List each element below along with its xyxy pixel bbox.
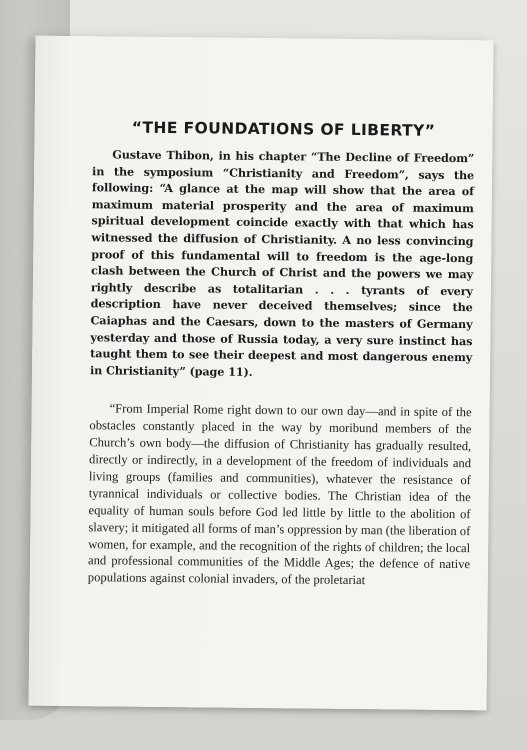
booklet-page bbox=[29, 36, 494, 711]
body-paragraph-quote: Gustave Thibon, in his chapter “The Decline of Freedom” in the symposium “Christianity and Freedom”, says the following: “A glance at the map will show that the area of maximum material prosperity and the area of maximum spiritual development coincide exactly with that which has witnessed the diffusion of Christianity. A no less convincing proof of this fundamental will to freedom is the age-long clash between the Church of Christ and the powers we may rightly describe as totalitarian . . . tyrants of every description have never deceived themselves; since the Caiaphas and the Caesars, down to the masters of Germany yesterday and those of Russia today, a very sure instinct has taught them to see their deepest and most dangerous enemy in Christianity” (page 11). bbox=[89, 147, 475, 379]
page-title: “THE FOUNDATIONS OF LIBERTY” bbox=[131, 118, 436, 140]
page-content bbox=[88, 118, 475, 590]
body-paragraph: “From Imperial Rome right down to our own day—and in spite of the obstacles constantly placed in the way by moribund members of the Church’s own body—the diffusion of Christianity has gradually resulted, directly or indirectly, in a development of the freedom of individuals and living groups (families and communities), whatever the resistance of tyrannical individuals or collective bodies. The Christian idea of the equality of human souls before God led little by little to the abolition of slavery; it mitigated all forms of man’s oppression by man (the liberation of women, for example, and the recognition of the rights of children; the local and professional communities of the Middle Ages; the defence of native populations against colonial invaders, of the proletariat bbox=[87, 401, 472, 588]
